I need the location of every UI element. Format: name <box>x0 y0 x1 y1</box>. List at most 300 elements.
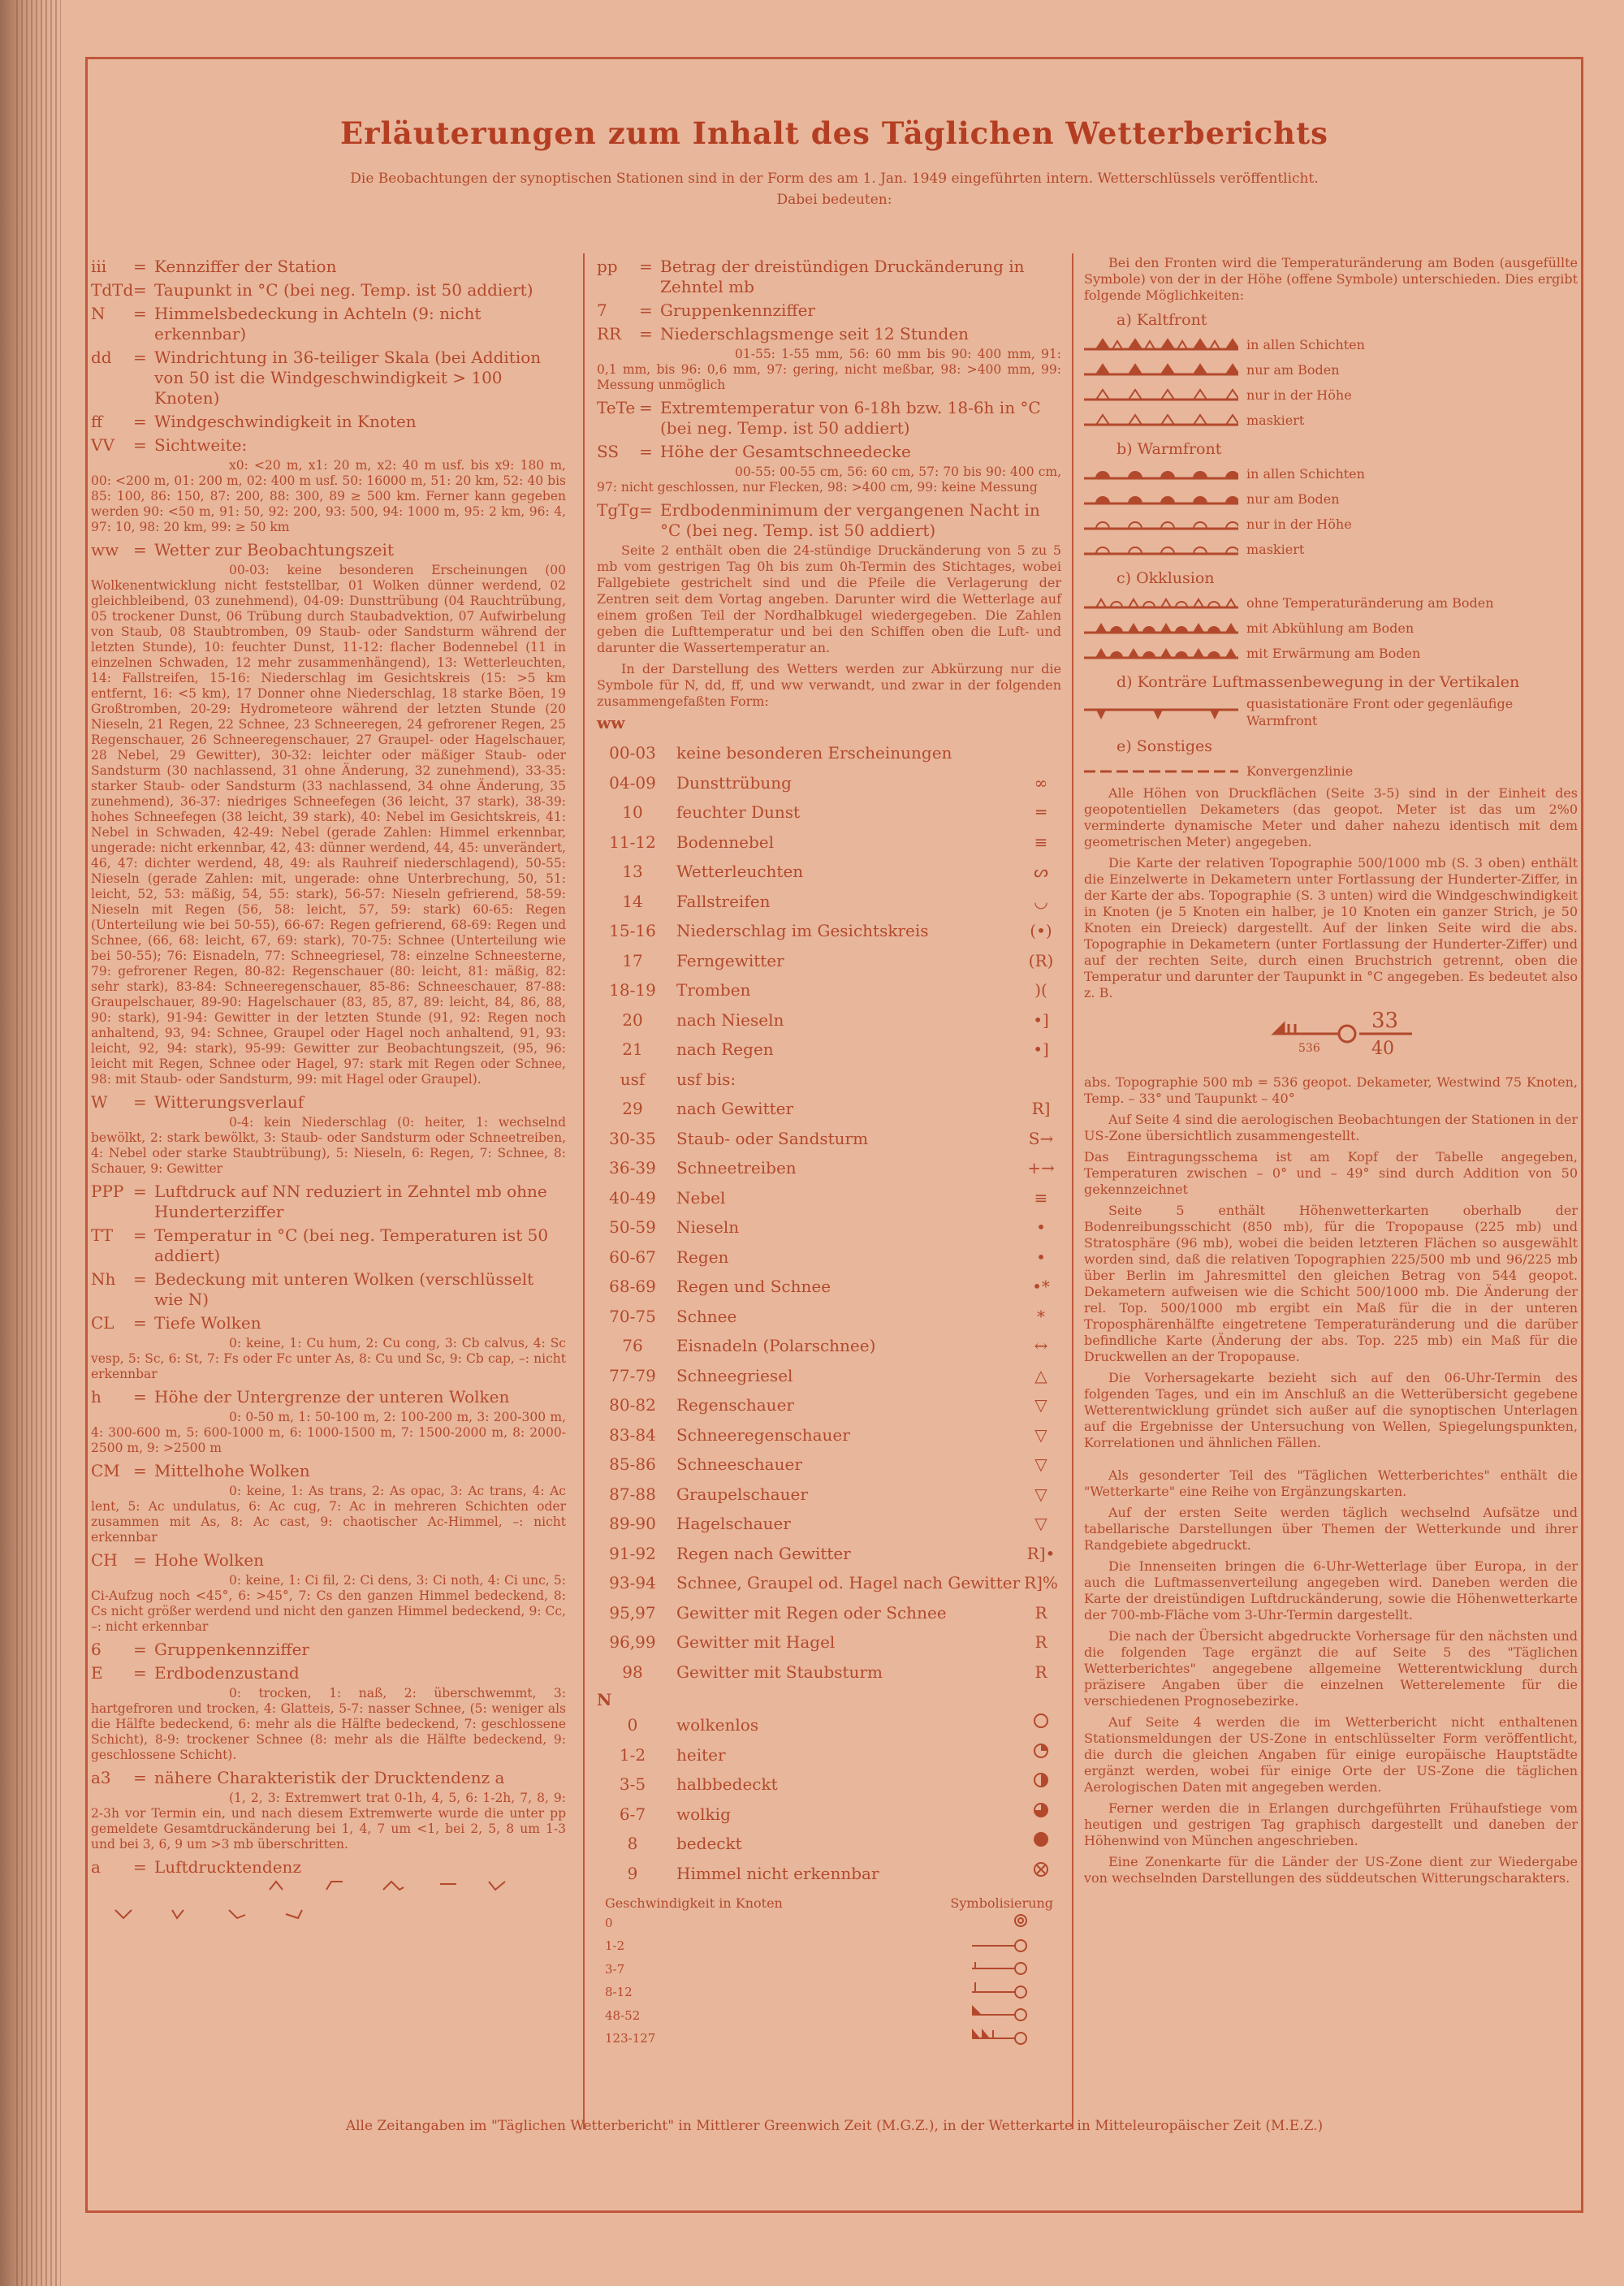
front-row <box>1084 512 1578 537</box>
para-9: Auf der ersten Seite werden täglich wechselnd Aufsätze und tabellarische Darstellungen über Themen der Wetterkunde und ihrer Randgebiete abgedruckt. <box>1084 1505 1578 1553</box>
n-row <box>597 1859 1061 1889</box>
ww-text: usf bis: <box>676 1069 736 1089</box>
front-label: in allen Schichten <box>1246 466 1365 482</box>
ww-code: 21 <box>622 1039 643 1059</box>
subtitle-line: Die Beobachtungen der synoptischen Stationen sind in der Form des am 1. Jan. 1949 eingeführten intern. Wetterschlüssels veröffentlicht. <box>350 171 1319 187</box>
wind-barb-icon <box>948 1957 1029 1977</box>
front-symbol <box>1084 489 1238 510</box>
front-label: mit Abkühlung am Boden <box>1246 620 1415 636</box>
ww-code: 68-69 <box>609 1277 656 1296</box>
ww-text: Nieseln <box>676 1217 740 1237</box>
ww-row <box>597 797 1061 828</box>
n-row <box>597 1770 1061 1800</box>
a3-text: (1, 2, 3: Extremwert trat 0-1h, 4, 5, 6: 1-2h, 7, 8, 9: 2-3h vor Termin ein, und nach diesem Extremwerte wurde die unter pp gemeldete Gesamtdruckänderung bei 1, 4, 7 um <1, bei 2, 5, 8 um 1-3 und bei 3, 6, 9 um >3 mb überschritten. <box>91 1791 566 1852</box>
front-symbol <box>1084 643 1238 664</box>
ww-text: Schneegriesel <box>676 1365 793 1385</box>
front-row <box>1084 537 1578 562</box>
front-symbol <box>1084 539 1238 560</box>
ww-text: Niederschlag im Gesichtskreis <box>676 921 929 940</box>
ww-symbol: R] <box>1031 1099 1051 1118</box>
front-label: nur in der Höhe <box>1246 387 1352 403</box>
ww-code: 96,99 <box>609 1632 656 1652</box>
n-symbol <box>1021 1770 1061 1800</box>
ww-row <box>597 1242 1061 1273</box>
ww-symbol: ↔ <box>1034 1336 1048 1355</box>
ww-text: Nebel <box>676 1187 726 1208</box>
ww-text: Hagelschauer <box>676 1514 791 1533</box>
ww-row <box>597 1361 1061 1391</box>
front-row <box>1084 408 1578 433</box>
ww-row <box>597 975 1061 1005</box>
ww-row <box>597 1450 1061 1480</box>
tendency-symbol <box>115 1910 132 1918</box>
para-8: Als gesonderter Teil des "Täglichen Wetterberichtes" enthält die "Wetterkarte" eine Reihe von Ergänzungskarten. <box>1084 1467 1578 1499</box>
front-row <box>1084 758 1578 784</box>
ww-symbol: S→ <box>1028 1128 1054 1148</box>
def-ch: CH = Hohe Wolken <box>91 1550 265 1570</box>
ww-text: Schneetreiben <box>676 1158 797 1178</box>
ww-code: 95,97 <box>609 1602 656 1623</box>
section-sonstiges: e) Sonstiges <box>1116 737 1213 755</box>
def-e: E = Erdbodenzustand <box>91 1663 300 1683</box>
vv-text: x0: <20 m, x1: 20 m, x2: 40 m usf. bis x9: 180 m, 00: <200 m, 01: 200 m, 02: 400 m usf. 50: 16000 m, 51: 20 km, 52: 40 bis 85: 100, 86: 150, 87: 200, 88: 300, 89 ≥ 500 km. Ferner kann gegeben werden 90: <50 m, 91: 50, 92: 200, 93: 500, 94: 1000 m, 95: 2 km, 96: 4, 97: 10, 98: 20 km, 99: ≥ 50 km <box>91 458 566 534</box>
ww-text: Fallstreifen <box>676 891 771 911</box>
speed-row <box>597 1981 1061 2005</box>
ww-row <box>597 1124 1061 1154</box>
ww-row <box>597 1302 1061 1332</box>
front-symbol <box>1084 593 1238 614</box>
ww-header: ww <box>597 713 625 732</box>
ww-text: Schnee <box>676 1306 737 1326</box>
n-symbol <box>1021 1859 1061 1889</box>
front-symbol <box>1084 335 1238 356</box>
n-code: 0 <box>627 1715 638 1735</box>
tendency-symbol <box>383 1882 404 1890</box>
kaltfront-list <box>1084 332 1578 433</box>
ww-row <box>597 1480 1061 1510</box>
ww-text: Gewitter mit Hagel <box>676 1632 836 1652</box>
tendency-symbol <box>229 1910 245 1918</box>
def-7: 7 = Gruppenkennziffer <box>597 300 815 320</box>
speed-value: 0 <box>605 1915 613 1930</box>
ww-code: 76 <box>622 1336 643 1355</box>
n-table <box>597 1710 1061 1888</box>
darstellung-text: In der Darstellung des Wetters werden zur Abkürzung nur die Symbole für N, dd, ff, und ww verwandt, und zwar in der folgenden zusammengefaßten Form: <box>597 661 1061 709</box>
ww-row <box>597 1035 1061 1065</box>
ww-text: Ferngewitter <box>676 950 784 970</box>
station-temp: 33 <box>1371 1009 1399 1033</box>
para-4: Auf Seite 4 sind die aerologischen Beobachtungen der Stationen in der US-Zone übersichtlich zusammengestellt. <box>1084 1112 1578 1143</box>
front-symbol <box>1084 410 1238 431</box>
cl-text: 0: keine, 1: Cu hum, 2: Cu cong, 3: Cb calvus, 4: Sc vesp, 5: Sc, 6: St, 7: Fs oder Fc unter As, 8: Cu und Sc, 9: Cb cap, –: nicht erkennbar <box>91 1336 566 1381</box>
def-ss: SS = Höhe der Gesamtschneedecke <box>597 442 911 461</box>
front-row <box>1084 486 1578 512</box>
ww-text: Staub- oder Sandsturm <box>676 1128 869 1148</box>
ww-code: 40-49 <box>609 1187 656 1208</box>
column-middle <box>597 253 1061 2050</box>
para-11: Die nach der Übersicht abgedruckte Vorhersage für den nächsten und die folgenden Tage ergänzt die auf Seite 5 des "Täglichen Wetterberichtes" angegebene allgemeine Wetterentwicklung durch präzisere Angaben über die einzelnen Wetterelemente für die verschiedenen Prognosebezirke. <box>1084 1628 1578 1709</box>
def-a3: a3 = nähere Charakteristik der Drucktendenz a <box>91 1768 505 1787</box>
front-label: quasistationäre Front oder gegenläufige Warmfront <box>1246 696 1514 728</box>
front-label: nur in der Höhe <box>1246 516 1352 532</box>
ww-code: 89-90 <box>609 1514 656 1533</box>
station-model-symbol <box>1242 1009 1420 1066</box>
n-text: heiter <box>676 1744 726 1765</box>
front-row <box>1084 357 1578 382</box>
def-cl: CL = Tiefe Wolken <box>91 1313 261 1333</box>
ww-symbol: •* <box>1032 1277 1050 1296</box>
ww-text: Eisnadeln (Polarschnee) <box>676 1336 876 1355</box>
ww-row <box>597 1212 1061 1242</box>
front-row <box>1084 382 1578 408</box>
convergence-line-symbol <box>1084 763 1238 780</box>
column-right <box>1084 253 1578 1891</box>
ww-code: 85-86 <box>609 1454 656 1474</box>
ww-symbol: ▽ <box>1034 1454 1047 1474</box>
ww-symbol: • <box>1036 1217 1046 1237</box>
def-ttt: TT = Temperatur in °C (bei neg. Temperaturen ist 50 addiert) <box>91 1225 549 1265</box>
ww-table <box>597 738 1061 1687</box>
para-10: Die Innenseiten bringen die 6-Uhr-Wetterlage über Europa, in der auch die Luftmassenverteilung angegeben wird. Daneben werden die Karte der dreistündigen Luftdruckänderung, sowie die Höhenwetterkarte der 700-mb-Fläche vom 3-Uhr-Termin dargestellt. <box>1084 1558 1578 1623</box>
ww-code: 80-82 <box>609 1395 656 1415</box>
para-1: Alle Höhen von Druckflächen (Seite 3-5) sind in der Einheit des geopotentiellen Dekameters (das geopot. Meter ist das um 2%0 verminderte dynamische Meter und daher nahezu identisch mit dem geometrischen Meter) angegeben. <box>1084 785 1578 849</box>
ww-row <box>597 1598 1061 1628</box>
ww-code: 91-92 <box>609 1543 656 1563</box>
ww-text: Regen <box>676 1247 729 1267</box>
w-text: 0-4: kein Niederschlag (0: heiter, 1: wechselnd bewölkt, 2: stark bewölkt, 3: Staub- oder Sandsturm oder Schneetreiben, 4: Nebel oder starke Staubtrübung), 5: Nieseln, 6: Regen, 7: Schnee, 8: Schauer, 9: Gewitter <box>91 1115 566 1176</box>
n-code: 9 <box>627 1863 638 1883</box>
def-tete: TeTe = Extremtemperatur von 6-18h bzw. 18-6h in °C (bei neg. Temp. ist 50 addiert) <box>597 398 1041 438</box>
rr-text: 01-55: 1-55 mm, 56: 60 mm bis 90: 400 mm, 91: 0,1 mm, bis 96: 0,6 mm, 97: gering, nicht meßbar, 98: >400 mm, 99: Messung unmöglich <box>597 347 1061 392</box>
ww-code: 29 <box>622 1099 643 1118</box>
ww-text: keine besonderen Erscheinungen <box>676 743 952 763</box>
ww-symbol: )( <box>1034 980 1047 1000</box>
def-ff: ff = Windgeschwindigkeit in Knoten <box>91 412 417 431</box>
ww-row <box>597 887 1061 917</box>
cm-text: 0: keine, 1: As trans, 2: As opac, 3: Ac trans, 4: Ac lent, 5: Ac undulatus, 6: Ac cug, 7: Ac in mehreren Schichten oder zusammen mit As, 8: Ac cast, 9: chaotischer Ac-Himmel, –: nicht erkennbar <box>91 1484 566 1545</box>
speed-value: 3-7 <box>605 1961 625 1977</box>
front-label: Konvergenzlinie <box>1246 763 1354 779</box>
n-header: N <box>597 1690 612 1709</box>
def-tt: TdTd = Taupunkt in °C (bei neg. Temp. ist 50 addiert) <box>91 280 533 300</box>
n-text: bedeckt <box>676 1834 742 1853</box>
cloud-cover-icon <box>1031 1711 1051 1731</box>
ww-symbol: R <box>1034 1632 1047 1652</box>
speed-value: 1-2 <box>605 1938 625 1954</box>
column-divider <box>583 253 585 2129</box>
ww-text: Gewitter mit Regen oder Schnee <box>676 1602 947 1623</box>
ww-row <box>597 1539 1061 1569</box>
tendency-symbol <box>326 1882 343 1890</box>
ww-row <box>597 768 1061 798</box>
def-h: h = Höhe der Untergrenze der unteren Wolken <box>91 1387 510 1407</box>
ww-code: 87-88 <box>609 1484 656 1504</box>
ww-code: 98 <box>622 1662 643 1682</box>
front-label: mit Erwärmung am Boden <box>1246 646 1421 661</box>
ww-text: nach Regen <box>676 1039 774 1059</box>
front-row <box>1084 332 1578 357</box>
def-6: 6 = Gruppenkennziffer <box>91 1640 309 1659</box>
wind-barb-icon <box>948 1981 1029 2000</box>
speed-table-header <box>597 1895 1061 1912</box>
ww-text: Dunsttrübung <box>676 772 792 793</box>
front-label: maskiert <box>1246 413 1305 428</box>
cloud-cover-icon <box>1031 1830 1051 1849</box>
front-row <box>1084 590 1578 616</box>
ww-symbol: R]• <box>1026 1543 1056 1563</box>
section-warmfront: b) Warmfront <box>1116 440 1222 458</box>
n-row <box>597 1829 1061 1859</box>
cloud-cover-icon <box>1031 1741 1051 1761</box>
page-footer: Alle Zeitangaben im "Täglichen Wetterbericht" in Mittlerer Greenwich Zeit (M.G.Z.), in der Wetterkarte in Mitteleuropäischer Zeit (M.E.Z.) <box>345 2118 1324 2134</box>
ww-text: 00-03: keine besonderen Erscheinungen (00 Wolkenentwicklung nicht feststellbar, 01 Wolken dünner werdend, 02 gleichbleibend, 03 zunehmend), 04-09: Dunsttrübung (04 Rauchtrübung, 05 trockener Dunst, 06 Trübung durch Staubadvektion, 07 Aufwirbelung von Staub, 08 Staubtromben, 09 Staub- oder Sandsturm während der letzten Stunde), 10: feuchter Dunst, 11-12: flacher Bodennebel (11 in einzelnen Schwaden, 12 mehr zusammenhängend), 13: Wetterleuchten, 14: Fallstreifen, 15-16: Niederschlag im Gesichtskreis (15: >5 km entfernt, 16: <5 km), 17 Donner ohne Niederschlag, 18 starke Böen, 19 Großtromben, 20-29: Hydrometeore während der letzten Stunde (20 Nieseln, 21 Regen, 22 Schnee, 23 Schneeregen, 24 gefrorener Regen, 25 Regenschauer, 26 Schneeregenschauer, 27 Graupel- oder Hagelschauer, 28 Nebel, 29 Gewitter), 30-32: leichter oder mäßiger Staub- oder Sandsturm (30 nachlassend, 31 ohne Änderung, 32 zunehmend), 33-35: starker Staub- oder Sandsturm (33 nachlassend, 34 ohne Änderung, 35 zunehmend), 36-37: niedriges Schneefegen (36 leicht, 37 stark), 38-39: hohes Schneefegen (38 leicht, 39 stark), 40: Nebel im Gesichtskreis, 41: Nebel in Schwaden, 42-49: Nebel (gerade Zahlen: Himmel erkennbar, ungerade: nicht erkennbar, 42, 43: dünner werdend, 44, 45: unverändert, 46, 47: dichter werdend, 48, 49: als Rauhreif niederschlagend), 50-55: Nieseln (gerade Zahlen: mit, ungerade: ohne Unterbrechung, 50, 51: leicht, 52, 53: mäßig, 54, 55: stark), 56-57: Nieseln gefrierend, 58-59: Nieseln mit Regen (56, 58: leicht, 57, 59: stark) 60-65: Regen (Unterteilung wie bei 50-55), 66-67: Regen gefrierend, 68-69: Regen und Schnee, (66, 68: leicht, 67, 69: stark), 70-75: Schnee (Unterteilung wie bei 50-55); 76: Eisnadeln, 77: Schneegriesel, 78: einzelne Schneesterne, 79: gefrorener Regen, 80-82: Regenschauer (80: leicht, 81: mäßig, 82: sehr stark), 83-84: Schneeregenschauer, 85-86: Schneeschauer, 87-88: Graupelschauer, 89-90: Hagelschauer (83, 85, 87, 89: leicht, 84, 86, 88, 90: stark), 91-94: Gewitter in der letzten Stunde (91, 92: Regen noch anhaltend, 93, 94: Schnee, Graupel oder Hagel noch anhaltend, 91, 93: leicht, 92, 94: stark), 95-99: Gewitter zur Beobachtungszeit, (95, 96: leicht mit Regen, Schnee oder Hagel, 97: stark mit Regen oder Schnee, 98: mit Staub- oder Sandsturm, 99: mit Hagel oder Graupel). <box>91 563 566 1087</box>
ww-code: 20 <box>622 1009 643 1030</box>
ww-text: Schnee, Graupel od. Hagel nach Gewitter <box>676 1573 1021 1592</box>
para-13: Ferner werden die in Erlangen durchgeführten Frühaufstiege vom heutigen und gestrigen Tag graphisch dargestellt und daneben der Höhenwind von München angeschrieben. <box>1084 1800 1578 1848</box>
ww-code: 15-16 <box>609 921 656 940</box>
ww-symbol: R <box>1034 1662 1047 1682</box>
ww-symbol: ▽ <box>1034 1484 1047 1504</box>
ww-row <box>597 857 1061 887</box>
ww-row <box>597 1568 1061 1598</box>
n-symbol <box>1021 1710 1061 1740</box>
page-subtitle <box>85 168 1583 210</box>
ww-code: 30-35 <box>609 1128 656 1148</box>
tendency-symbol <box>286 1910 302 1918</box>
ww-code: 00-03 <box>609 743 656 763</box>
speed-row <box>597 2028 1061 2051</box>
speed-value: 48-52 <box>605 2007 641 2023</box>
front-label: nur am Boden <box>1246 491 1340 507</box>
tendency-symbol <box>489 1882 505 1890</box>
ww-code: 10 <box>622 802 643 822</box>
ww-code: 13 <box>622 862 643 881</box>
para-14: Eine Zonenkarte für die Länder der US-Zone dient zur Wiedergabe von wechselnden Darstellungen des süddeutschen Witterungscharakters. <box>1084 1854 1578 1886</box>
wind-barb-icon <box>948 1911 1029 1930</box>
para-7: Die Vorhersagekarte bezieht sich auf den 06-Uhr-Termin des folgenden Tages, und ein im Anschluß an die Wetterübersicht gegebene Wetterentwicklung gründet sich außer auf die synoptischen Unterlagen auf die Ergebnisse der Untersuchung von Wellen, Spiegelungspunkten, Korrelationen und ähnlichen Fällen. <box>1084 1370 1578 1450</box>
para-3: abs. Topographie 500 mb = 536 geopot. Dekameter, Westwind 75 Knoten, Temp. – 33° und Taupunkt – 40° <box>1084 1074 1578 1106</box>
n-symbol <box>1021 1740 1061 1770</box>
ww-row <box>597 1065 1061 1095</box>
warmfront-list <box>1084 461 1578 562</box>
front-symbol <box>1084 385 1238 406</box>
ww-symbol: •] <box>1033 1009 1049 1030</box>
def-tgtg: TgTg = Erdbodenminimum der vergangenen Nacht in °C (bei neg. Temp. ist 50 addiert) <box>597 500 1040 540</box>
def-w: W = Witterungsverlauf <box>91 1092 304 1112</box>
ww-text: Schneeregenschauer <box>676 1424 850 1445</box>
ww-row <box>597 1509 1061 1539</box>
ww-row <box>597 1627 1061 1657</box>
ww-symbol <box>1021 738 1061 768</box>
ww-text: Tromben <box>676 980 751 1000</box>
front-row <box>1084 461 1578 486</box>
n-text: Himmel nicht erkennbar <box>676 1863 879 1883</box>
wind-barb-icon <box>948 2027 1029 2046</box>
wind-barb-icon <box>948 1934 1029 1954</box>
speed-value: 8-12 <box>605 1985 633 2000</box>
def-iii: iii = Kennziffer der Station <box>91 257 337 276</box>
ww-code: 50-59 <box>609 1217 656 1237</box>
n-text: wolkig <box>676 1804 731 1824</box>
pressure-tendency-symbols <box>91 1878 566 1926</box>
para-2: Die Karte der relativen Topographie 500/1000 mb (S. 3 oben) enthält die Einzelwerte in Dekametern unter Fortlassung der Hunderter-Ziffer, in der Karte der abs. Topographie (S. 3 unten) wird die Windgeschwindigkeit in Knoten (je 5 Knoten ein halber, je 10 Knoten ein ganzer Strich, je 50 Knoten ein Dreieck) dargestellt. Auf der linken Seite wird die abs. Topographie in Dekametern (unter Fortlassung der Hunderter-Ziffer) und auf der rechten Seite, durch einen Bruchstrich getrennt, oben die Temperatur und darunter der Taupunkt in °C angegeben. Es bedeutet also z. B. <box>1084 855 1578 1000</box>
ww-symbol: (R) <box>1028 950 1054 970</box>
n-row <box>597 1710 1061 1740</box>
ww-symbol: R <box>1034 1602 1047 1623</box>
ww-code: 60-67 <box>609 1247 656 1267</box>
ww-text: Graupelschauer <box>676 1484 808 1504</box>
ww-text: feuchter Dunst <box>676 802 801 822</box>
ww-text: Bodennebel <box>676 832 775 852</box>
n-code: 1-2 <box>619 1744 646 1765</box>
ww-symbol: △ <box>1034 1365 1047 1385</box>
front-symbol <box>1084 464 1238 485</box>
speed-header: Geschwindigkeit in Knoten <box>605 1895 783 1911</box>
n-symbol <box>1021 1829 1061 1859</box>
ww-symbol <box>1021 1065 1061 1095</box>
n-row <box>597 1740 1061 1770</box>
def-n: N = Himmelsbedeckung in Achteln (9: nicht erkennbar) <box>91 304 482 344</box>
wind-barb-icon <box>948 2003 1029 2023</box>
ww-code: 77-79 <box>609 1365 656 1385</box>
para-12: Auf Seite 4 werden die im Wetterbericht nicht enthaltenen Stationsmeldungen der US-Zone in entschlüsselter Form veröffentlicht, die durch die gleichen Angaben für einige europäische Hauptstädte ergänzt werden, wobei für einige Orte der US-Zone die täglichen Aerologischen Daten mit angegeben werden. <box>1084 1714 1578 1795</box>
symbol-header: Symbolisierung <box>950 1895 1053 1911</box>
front-row <box>1084 641 1578 666</box>
ww-row <box>597 828 1061 858</box>
ww-symbol: ▽ <box>1034 1395 1047 1415</box>
ww-code: 11-12 <box>609 832 656 852</box>
h-text: 0: 0-50 m, 1: 50-100 m, 2: 100-200 m, 3: 200-300 m, 4: 300-600 m, 5: 600-1000 m, 6: 1000-1500 m, 7: 1500-2000 m, 8: 2000-2500 m, 9: >2500 m <box>91 1410 566 1455</box>
def-ppp: PPP = Luftdruck auf NN reduziert in Zehntel mb ohne Hunderterziffer <box>91 1182 547 1221</box>
e-text: 0: trocken, 1: naß, 2: überschwemmt, 3: hartgefroren und trocken, 4: Glatteis, 5-7: nasser Schnee, (5: weniger als die Hälfte bedeckend, 6: mehr als die Hälfte bedeckend, 7: geschlossene Schicht), 8-9: trockener Schnee (8: mehr als die Hälfte bedeckend, 9: geschlossene Schicht). <box>91 1686 566 1762</box>
ww-symbol: •] <box>1033 1039 1049 1059</box>
column-left <box>91 253 566 1931</box>
front-label: in allen Schichten <box>1246 337 1365 352</box>
ww-code: 83-84 <box>609 1424 656 1445</box>
ww-code: 04-09 <box>609 772 656 793</box>
ww-code: 18-19 <box>609 980 656 1000</box>
ww-row <box>597 738 1061 768</box>
speed-row <box>597 2004 1061 2028</box>
station-dewpoint: 40 <box>1371 1039 1394 1059</box>
column-divider <box>1072 253 1073 2129</box>
ww-code: 17 <box>622 950 643 970</box>
ww-code: usf <box>620 1069 646 1089</box>
ww-symbol: ═ <box>1035 802 1047 822</box>
ww-row <box>597 1657 1061 1687</box>
def-cm: CM = Mittelhohe Wolken <box>91 1461 310 1480</box>
ww-row <box>597 1390 1061 1420</box>
front-row <box>1084 694 1578 730</box>
def-vv: VV = Sichtweite: <box>91 435 248 455</box>
ww-row <box>597 916 1061 946</box>
ww-symbol: +→ <box>1027 1158 1055 1178</box>
page-title: Erläuterungen zum Inhalt des Täglichen Wetterberichts <box>339 115 1329 151</box>
ww-symbol: • <box>1036 1247 1046 1267</box>
cloud-cover-icon <box>1031 1860 1051 1879</box>
section-kaltfront: a) Kaltfront <box>1116 311 1207 329</box>
ww-symbol: ▽ <box>1034 1514 1047 1533</box>
okklusion-list <box>1084 590 1578 666</box>
n-code: 3-5 <box>619 1774 646 1794</box>
ww-symbol: (•) <box>1030 921 1052 940</box>
ww-row <box>597 1005 1061 1035</box>
ww-symbol: ᔕ <box>1034 862 1048 881</box>
subtitle-line-2: Dabei bedeuten: <box>776 192 892 208</box>
def-rr: RR = Niederschlagsmenge seit 12 Stunden <box>597 324 970 344</box>
ww-text: nach Gewitter <box>676 1099 794 1118</box>
n-symbol <box>1021 1800 1061 1830</box>
para-5: Das Eintragungsschema ist am Kopf der Tabelle angegeben, Temperaturen zwischen – 0° und – 49° sind durch Addition von 50 gekennzeichnet <box>1084 1149 1578 1197</box>
n-text: wolkenlos <box>676 1715 759 1735</box>
ww-symbol: ◡ <box>1034 891 1048 911</box>
ww-code: 93-94 <box>609 1573 656 1592</box>
front-label: ohne Temperaturänderung am Boden <box>1246 595 1494 611</box>
speed-table <box>597 1912 1061 2050</box>
ww-symbol: ∞ <box>1034 772 1048 793</box>
ww-text: Regenschauer <box>676 1395 794 1415</box>
ww-symbol: ≡ <box>1034 1187 1048 1208</box>
ww-text: nach Nieseln <box>676 1009 784 1030</box>
n-row <box>597 1800 1061 1830</box>
ch-text: 0: keine, 1: Ci fil, 2: Ci dens, 3: Ci noth, 4: Ci unc, 5: Ci-Aufzug noch <45°, 6: >45°, 7: Cs den ganzen Himmel bedeckend, 8: Cs nicht größer werdend und nicht den ganzen Himmel bedeckend, 9: Cc, –: nicht erkennbar <box>91 1573 566 1634</box>
cloud-cover-icon <box>1031 1770 1051 1790</box>
ww-symbol: * <box>1037 1306 1045 1326</box>
front-row <box>1084 616 1578 641</box>
tendency-symbol <box>172 1910 184 1918</box>
def-nh: Nh = Bedeckung mit unteren Wolken (verschlüsselt wie N) <box>91 1269 534 1309</box>
ww-text: Wetterleuchten <box>676 862 804 881</box>
speed-row <box>597 1912 1061 1935</box>
ww-text: Gewitter mit Staubsturm <box>676 1662 883 1682</box>
def-dd: dd = Windrichtung in 36-teiliger Skala (bei Addition von 50 ist die Windgeschwindigkeit > 100 Knoten) <box>91 348 542 408</box>
def-a: a = Luftdrucktendenz <box>91 1857 301 1877</box>
ww-row <box>597 946 1061 976</box>
ww-row <box>597 1094 1061 1124</box>
ww-text: Regen und Schnee <box>676 1277 831 1296</box>
seite2-text: Seite 2 enthält oben die 24-stündige Druckänderung von 5 zu 5 mb vom gestrigen Tag 0h bis zum 0h-Termin des Stichtages, wobei Fallgebiete gestrichelt sind und die Pfeile die Verlagerung der Zentren seit dem Vortag angeben. Darunter wird die Wetterlage auf einem großen Teil der Nordhalbkugel wiedergegeben. Die Zahlen geben die Lufttemperatur und bei den Schiffen oben die Luft- und darunter die Wassertemperatur an. <box>597 542 1061 655</box>
quasistationary-front-symbol <box>1084 700 1238 724</box>
ww-row <box>597 1420 1061 1450</box>
front-symbol <box>1084 514 1238 535</box>
ss-text: 00-55: 00-55 cm, 56: 60 cm, 57: 70 bis 90: 400 cm, 97: nicht geschlossen, nur Flecken, 98: >400 cm, 99: keine Messung <box>597 465 1061 495</box>
para-6: Seite 5 enthält Höhenwetterkarten oberhalb der Bodenreibungsschicht (850 mb), für die Tropopause (225 mb) und Stratosphäre (96 mb), wobei die beiden letzteren Flächen so ausgewählt worden sind, daß die relativen Topographien 225/500 mb und 96/225 mb über Berlin im Jahresmittel den gleichen Betrag von 544 geopot. Dekametern aufweisen wie die Schicht 500/1000 mb. Die Änderung der rel. Top. 500/1000 mb ergibt ein Maß für die in der unteren Troposphärenhälfte eingetretene Temperaturänderung und die darüber befindliche Karte (Änderung der abs. Top. 225 mb) ein Maß für die Druckwellen an der Tropopause. <box>1084 1203 1578 1364</box>
ww-text: Regen nach Gewitter <box>676 1543 851 1563</box>
page-edge-lines <box>16 0 61 2286</box>
n-code: 8 <box>627 1834 638 1853</box>
def-ww: ww = Wetter zur Beobachtungszeit <box>91 540 394 560</box>
ww-code: 36-39 <box>609 1158 656 1178</box>
speed-row <box>597 1935 1061 1959</box>
ww-row <box>597 1272 1061 1302</box>
n-text: halbbedeckt <box>676 1774 778 1794</box>
fronts-intro: Bei den Fronten wird die Temperaturänderung am Boden (ausgefüllte Symbole) von der in der Höhe (offene Symbole) unterschieden. Dies ergibt folgende Möglichkeiten: <box>1084 255 1578 303</box>
speed-value: 123-127 <box>605 2031 656 2046</box>
station-model-example <box>1084 1009 1578 1066</box>
def-pp: pp = Betrag der dreistündigen Druckänderung in Zehntel mb <box>597 257 1025 296</box>
n-code: 6-7 <box>619 1804 646 1824</box>
front-symbol <box>1084 618 1238 639</box>
ww-symbol: ▽ <box>1034 1424 1047 1445</box>
ww-symbol: ≡ <box>1034 832 1048 852</box>
tendency-symbol <box>270 1882 283 1890</box>
cloud-cover-icon <box>1031 1800 1051 1820</box>
front-symbol <box>1084 360 1238 381</box>
ww-text: Schneeschauer <box>676 1454 802 1474</box>
ww-row <box>597 1331 1061 1361</box>
ww-row <box>597 1183 1061 1213</box>
ww-symbol: R]% <box>1024 1573 1058 1592</box>
